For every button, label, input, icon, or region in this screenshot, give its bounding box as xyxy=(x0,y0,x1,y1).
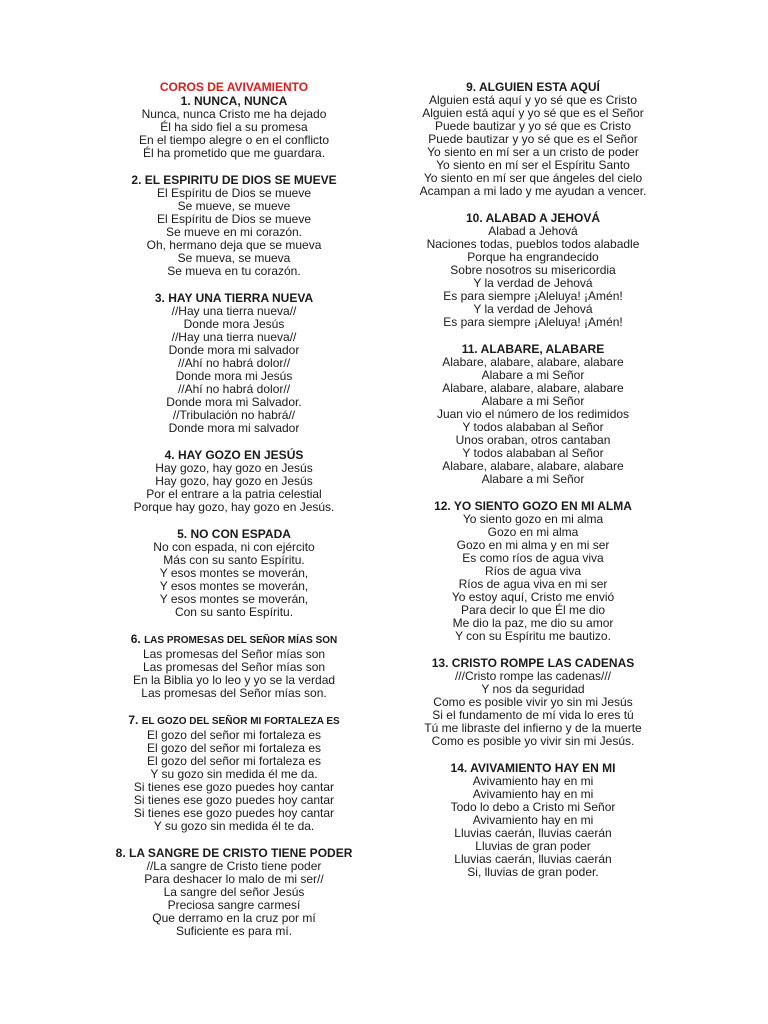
song-title xyxy=(398,211,668,225)
song-title xyxy=(100,632,368,648)
lyric-line: Y su gozo sin medida él me da. xyxy=(150,767,318,781)
song-number: 3. xyxy=(154,291,165,305)
lyric-line: Más con su santo Espíritu. xyxy=(163,553,305,567)
lyric-line: Nunca, nunca Cristo me ha dejado xyxy=(141,107,327,121)
lyric-line: Alabare a mi Señor xyxy=(481,394,585,408)
song-title xyxy=(100,527,368,541)
lyric-line: Todo lo debo a Cristo mi Señor xyxy=(450,800,616,814)
lyric-line: Alabare a mi Señor xyxy=(481,472,585,486)
lyric-line: Donde mora Jesús xyxy=(183,317,285,331)
lyric-line: El Espíritu de Dios se mueve xyxy=(156,212,312,226)
song-block xyxy=(100,527,368,619)
lyric-line: Es para siempre ¡Aleluya! ¡Amén! xyxy=(443,315,623,329)
lyric-line: Las promesas del Señor mías son xyxy=(142,660,326,674)
lyric-line: Las promesas del Señor mías son xyxy=(142,647,326,661)
song-block xyxy=(100,632,368,700)
lyric-line: Se mueve en mi corazón. xyxy=(165,225,303,239)
lyric-line: Gozo en mi alma y en mi ser xyxy=(456,538,610,552)
lyric-line: Yo estoy aquí, Cristo me envió xyxy=(451,590,615,604)
lyric-line: Por el entrare a la patria celestial xyxy=(146,487,322,501)
song-number: 1. xyxy=(180,94,191,108)
lyric-line: Para deshacer lo malo de mi ser// xyxy=(144,872,324,886)
song-number: 13. xyxy=(431,656,449,670)
lyric-line: Gozo en mi alma xyxy=(487,525,579,539)
lyric-line: Donde mora mi Jesús xyxy=(175,369,293,383)
song-title xyxy=(100,713,368,729)
song-number: 5. xyxy=(177,527,188,541)
lyric-line: Preciosa sangre carmesí xyxy=(167,898,301,912)
lyric-line: Se mueve, se mueve xyxy=(177,199,291,213)
left-column xyxy=(100,80,368,951)
lyric-line: Ríos de agua viva xyxy=(484,564,582,578)
lyric-line: ///Cristo rompe las cadenas/// xyxy=(454,669,612,683)
lyric-line: El gozo del señor mi fortaleza es xyxy=(146,728,322,742)
lyric-line: Juan vio el número de los redimidos xyxy=(436,407,630,421)
song-title-text: CRISTO ROMPE LAS CADENAS xyxy=(451,656,635,670)
song-number: 12. xyxy=(434,499,451,513)
lyric-line: Si tienes ese gozo puedes hoy cantar xyxy=(133,780,335,794)
lyric-line: Él ha prometido que me guardara. xyxy=(142,146,326,160)
lyric-line: Alabare, alabare, alabare, alabare xyxy=(442,381,624,395)
lyric-line: Yo siento gozo en mi alma xyxy=(462,512,604,526)
lyric-line: //Hay una tierra nueva// xyxy=(171,304,297,318)
lyric-line: Porque ha engrandecido xyxy=(467,250,599,264)
song-title-text: HAY UNA TIERRA NUEVA xyxy=(168,291,314,305)
song-number: 6. xyxy=(130,632,141,646)
lyric-line: Tú me libraste del infierno y de la muerte xyxy=(424,721,642,735)
lyric-line: Y nos da seguridad xyxy=(481,682,585,696)
lyric-line: Me dio la paz, me dio su amor xyxy=(452,616,614,630)
song-title xyxy=(398,761,668,775)
lyric-line: Él ha sido fiel a su promesa xyxy=(160,120,308,134)
lyric-line: Y la verdad de Jehová xyxy=(473,276,593,290)
lyric-line: Como es posible yo vivir sin mi Jesús. xyxy=(431,734,635,748)
song-title-text: ALABARE, ALABARE xyxy=(480,342,605,356)
lyric-line: //Ahí no habrá dolor// xyxy=(177,356,291,370)
song-block xyxy=(398,761,668,879)
lyric-line: Sobre nosotros su misericordia xyxy=(450,263,616,277)
lyric-line: Puede bautizar y yo sé que es Cristo xyxy=(434,119,632,133)
song-title xyxy=(398,656,668,670)
song-title xyxy=(398,80,668,94)
song-block xyxy=(398,80,668,198)
lyric-line: Avivamiento hay en mi xyxy=(472,787,594,801)
song-title xyxy=(100,173,368,187)
song-title xyxy=(100,94,368,108)
song-title-text: LA SANGRE DE CRISTO TIENE PODER xyxy=(129,846,353,860)
lyric-line: Para decir lo que Él me dio xyxy=(460,603,606,617)
song-block xyxy=(100,291,368,435)
lyric-line: Y esos montes se moverán, xyxy=(159,579,309,593)
lyric-line: //Tribulación no habrá// xyxy=(172,408,296,422)
song-title-text: HAY GOZO EN JESÚS xyxy=(177,448,304,462)
song-title-text: YO SIENTO GOZO EN MI ALMA xyxy=(453,499,632,513)
song-number: 10. xyxy=(465,211,483,225)
lyric-line: Lluvias caerán, lluvias caerán xyxy=(454,826,612,840)
song-title xyxy=(100,846,368,860)
lyric-line: En el tiempo alegre o en el conflicto xyxy=(138,133,330,147)
lyric-line: Yo siento en mí ser el Espíritu Santo xyxy=(436,158,630,172)
song-number: 11. xyxy=(461,342,478,356)
song-block xyxy=(398,499,668,643)
lyric-line: Si, lluvias de gran poder. xyxy=(467,865,599,879)
lyric-line: Lluvias de gran poder xyxy=(475,839,591,853)
lyric-line: Si tienes ese gozo puedes hoy cantar xyxy=(133,793,335,807)
song-title-text: NUNCA, NUNCA xyxy=(194,94,288,108)
lyric-line: Hay gozo, hay gozo en Jesús xyxy=(155,461,313,475)
lyric-line: Y todos alababan al Señor xyxy=(462,420,604,434)
song-block xyxy=(100,94,368,160)
lyric-line: Acampan a mi lado y me ayudan a vencer. xyxy=(419,184,647,198)
lyric-line: Porque hay gozo, hay gozo en Jesús. xyxy=(133,500,335,514)
lyric-line: Lluvias caerán, lluvias caerán xyxy=(454,852,612,866)
lyric-line: Donde mora mi salvador xyxy=(168,421,300,435)
song-title xyxy=(398,342,668,356)
song-block xyxy=(100,713,368,833)
song-title-text: EL ESPIRITU DE DIOS SE MUEVE xyxy=(144,173,337,187)
song-title xyxy=(100,291,368,305)
song-title-text: LAS PROMESAS DEL SEÑOR MÍAS SON xyxy=(144,635,338,646)
lyric-line: Yo siento en mí ser a un cristo de poder xyxy=(427,145,639,159)
lyric-line: Si el fundamento de mí vida lo eres tú xyxy=(432,708,634,722)
song-block xyxy=(398,342,668,486)
lyric-line: Las promesas del Señor mías son. xyxy=(141,686,327,700)
lyric-line: El Espíritu de Dios se mueve xyxy=(156,186,312,200)
lyric-line: Unos oraban, otros cantaban xyxy=(455,433,611,447)
lyric-line: Oh, hermano deja que se mueva xyxy=(146,238,322,252)
lyric-line: Donde mora mi salvador xyxy=(168,343,300,357)
song-block xyxy=(100,448,368,514)
lyric-line: Si tienes ese gozo puedes hoy cantar xyxy=(133,806,335,820)
lyric-line: Y todos alababan al Señor xyxy=(462,446,604,460)
lyric-line: Hay gozo, hay gozo en Jesús xyxy=(155,474,313,488)
lyric-line: Avivamiento hay en mi xyxy=(472,774,594,788)
lyric-line: No con espada, ni con ejército xyxy=(153,540,315,554)
song-title xyxy=(398,499,668,513)
document-title: COROS DE AVIVAMIENTO xyxy=(159,80,309,94)
lyric-line: Alabare, alabare, alabare, alabare xyxy=(442,459,624,473)
right-column xyxy=(398,80,668,892)
lyric-line: Se mueva, se mueva xyxy=(177,251,291,265)
lyric-line: Y la verdad de Jehová xyxy=(473,302,593,316)
lyric-line: //Ahí no habrá dolor// xyxy=(177,382,291,396)
lyric-line: Suficiente es para mí. xyxy=(175,924,293,938)
lyric-line: El gozo del señor mi fortaleza es xyxy=(146,741,322,755)
song-number: 7. xyxy=(128,713,139,727)
song-title-text: ALGUIEN ESTA AQUÍ xyxy=(479,80,600,94)
lyric-line: Donde mora mi Salvador. xyxy=(166,395,302,409)
right-songs xyxy=(398,80,668,879)
lyric-line: Y su gozo sin medida él te da. xyxy=(153,819,315,833)
lyric-line: Ríos de agua viva en mi ser xyxy=(458,577,608,591)
song-title xyxy=(100,448,368,462)
lyric-line: Y esos montes se moverán, xyxy=(159,566,309,580)
lyric-line: //Hay una tierra nueva// xyxy=(171,330,297,344)
lyric-line: Se mueva en tu corazón. xyxy=(167,264,301,278)
lyric-line: Es para siempre ¡Aleluya! ¡Amén! xyxy=(443,289,623,303)
song-number: 4. xyxy=(164,448,175,462)
lyric-line: El gozo del señor mi fortaleza es xyxy=(146,754,322,768)
lyric-line: Que derramo en la cruz por mí xyxy=(152,911,316,925)
lyric-line: Avivamiento hay en mi xyxy=(472,813,594,827)
song-number: 9. xyxy=(466,80,477,94)
lyric-line: Y con su Espíritu me bautizo. xyxy=(455,629,611,643)
lyric-line: La sangre del señor Jesús xyxy=(163,885,305,899)
lyric-line: Alguien está aquí y yo sé que es el Señor xyxy=(422,106,644,120)
song-block xyxy=(100,846,368,938)
lyric-line: Como es posible vivir yo sin mi Jesús xyxy=(433,695,633,709)
lyric-line: Naciones todas, pueblos todos alabadle xyxy=(426,237,640,251)
lyric-line: Alguien está aquí y yo sé que es Cristo xyxy=(428,93,638,107)
lyric-line: Alabad a Jehová xyxy=(488,224,578,238)
song-block xyxy=(398,211,668,329)
lyric-line: Alabare, alabare, alabare, alabare xyxy=(442,355,624,369)
song-number: 14. xyxy=(450,761,468,775)
lyric-line: Alabare a mi Señor xyxy=(481,368,585,382)
song-block xyxy=(398,656,668,748)
song-title-text: ALABAD A JEHOVÁ xyxy=(485,211,601,225)
song-block xyxy=(100,173,368,278)
left-songs xyxy=(100,94,368,938)
lyric-line: Es como ríos de agua viva xyxy=(462,551,604,565)
song-title-text: AVIVAMIENTO HAY EN MI xyxy=(470,761,616,775)
lyric-line: Con su santo Espíritu. xyxy=(174,605,294,619)
song-number: 8. xyxy=(115,846,126,860)
song-title-text: NO CON ESPADA xyxy=(190,527,291,541)
song-title-text: EL GOZO DEL SEÑOR MI FORTALEZA ES xyxy=(141,716,340,727)
lyric-line: En la Biblia yo lo leo y yo se la verdad xyxy=(132,673,336,687)
lyric-line: Yo siento en mí ser que ángeles del cielo xyxy=(423,171,643,185)
lyric-line: //La sangre de Cristo tiene poder xyxy=(146,859,322,873)
lyric-line: Puede bautizar y yo sé que es el Señor xyxy=(428,132,638,146)
song-number: 2. xyxy=(131,173,142,187)
lyric-line: Y esos montes se moverán, xyxy=(159,592,309,606)
